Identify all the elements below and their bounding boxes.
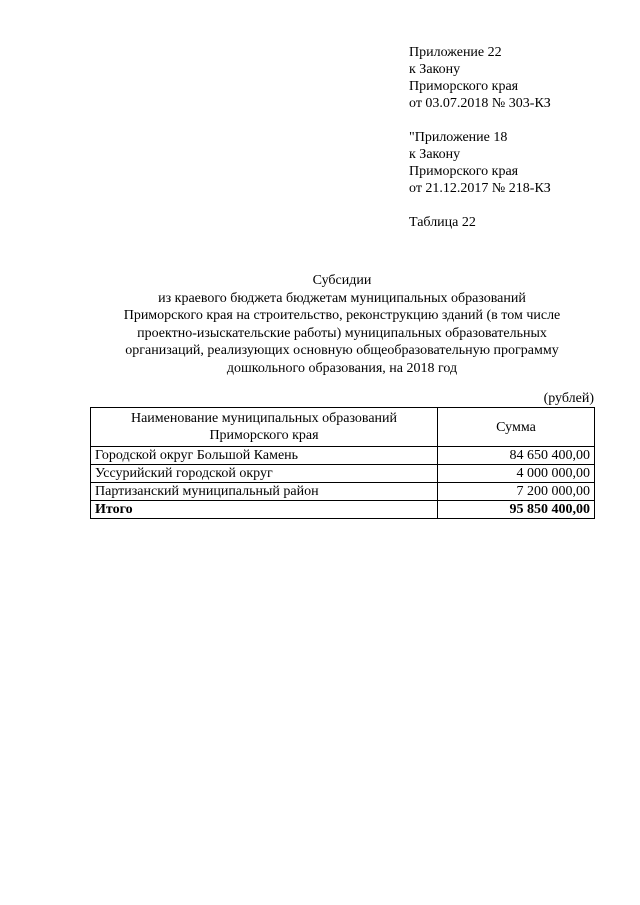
appendix-line: Приморского края: [409, 164, 519, 179]
row-name: Городской округ Большой Камень: [91, 447, 438, 465]
table-row: [91, 447, 595, 465]
header-name-line1: Наименование муниципальных образований: [130, 411, 398, 426]
appendix-line: к Закону: [409, 62, 461, 77]
table-row: [91, 465, 595, 483]
appendix-line: к Закону: [409, 147, 461, 162]
appendix-line: Приложение 22: [409, 45, 502, 60]
table-header-row: [91, 408, 595, 447]
title-line: организаций, реализующих основную общеобразовательную программу: [125, 343, 559, 358]
row-amount: 7 200 000,00: [438, 483, 595, 501]
title-line: Приморского края на строительство, реконструкцию зданий (в том числе: [123, 308, 561, 323]
appendix-block-current: [409, 44, 551, 112]
row-name: Уссурийский городской округ: [91, 465, 438, 483]
appendix-line: "Приложение 18: [409, 130, 508, 145]
appendix-line: от 03.07.2018 № 303-КЗ: [409, 96, 551, 111]
title-line: дошкольного образования, на 2018 год: [226, 360, 458, 376]
table-label: Таблица 22: [409, 215, 476, 230]
header-amount: Сумма: [438, 408, 595, 447]
row-name: Партизанский муниципальный район: [91, 483, 438, 501]
title-line: Субсидии: [312, 273, 372, 288]
title-line: проектно-изыскательские работы) муниципальных образовательных: [137, 325, 547, 341]
header-name: [91, 408, 438, 447]
appendix-block-previous: [409, 129, 551, 197]
subsidy-table: [90, 407, 595, 519]
appendix-line: Приморского края: [409, 79, 519, 94]
header-name-line2: Приморского края: [209, 428, 319, 443]
title-line: из краевого бюджета бюджетам муниципальных образований: [158, 290, 526, 306]
document-title: [90, 272, 594, 377]
units-note: (рублей): [543, 391, 594, 406]
row-amount: 84 650 400,00: [438, 447, 595, 465]
appendix-header: [409, 44, 551, 231]
table-row: [91, 483, 595, 501]
total-label: Итого: [91, 501, 438, 519]
total-amount: 95 850 400,00: [438, 501, 595, 519]
table-total-row: [91, 501, 595, 519]
row-amount: 4 000 000,00: [438, 465, 595, 483]
appendix-line: от 21.12.2017 № 218-КЗ: [409, 181, 551, 196]
